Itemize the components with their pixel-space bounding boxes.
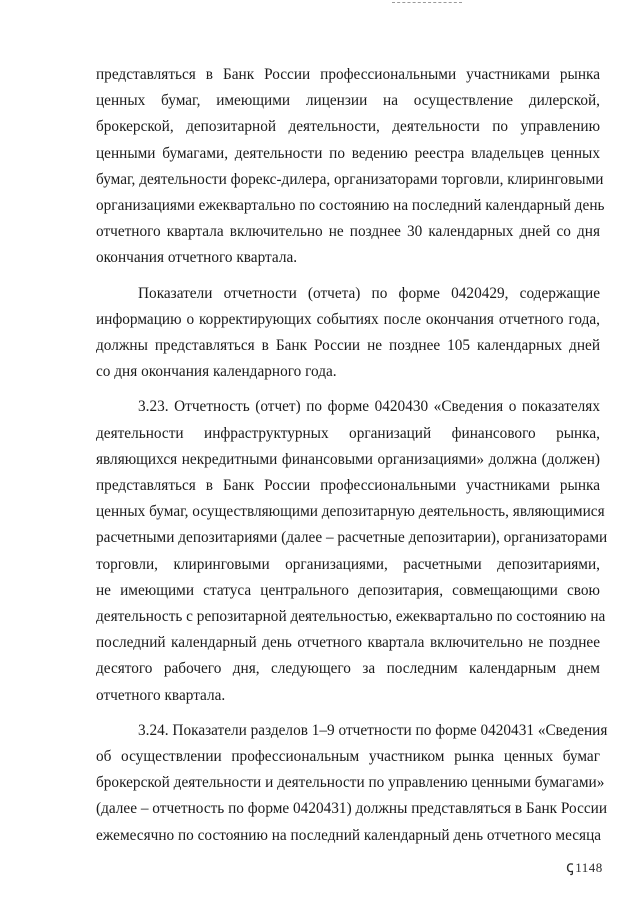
text-line: брокерской, депозитарной деятельности, деятельности по управлению <box>96 118 600 136</box>
text-line: деятельность с репозитарной деятельностью, ежеквартально по состоянию на <box>96 608 606 626</box>
text-line: торговли, клиринговыми организациями, расчетными депозитариями, <box>96 555 600 573</box>
text-line: не имеющими статуса центрального депозитария, совмещающими свою <box>96 581 600 599</box>
text-line: бумаг, деятельности форекс-дилера, организаторами торговли, клиринговыми <box>96 170 604 188</box>
text-line: ценных бумаг, имеющими лицензии на осуществление дилерской, <box>96 92 600 110</box>
text-line: ценными бумагами, деятельности по ведению реестра владельцев ценных <box>96 144 600 162</box>
text-line: 3.24. Показатели разделов 1–9 отчетности по форме 0420431 «Сведения <box>138 721 608 739</box>
paragraph-2 <box>96 281 600 386</box>
paragraph-3-24 <box>96 718 608 849</box>
document-page <box>96 62 608 849</box>
text-line: должны представляться в Банк России не позднее 105 календарных дней <box>96 337 600 355</box>
text-line: (далее – отчетность по форме 0420431) должны представляться в Банк России <box>96 800 608 818</box>
text-line: расчетными депозитариями (далее – расчетные депозитарии), организаторами <box>96 529 608 547</box>
text-line: Показатели отчетности (отчета) по форме 0420429, содержащие <box>138 284 600 302</box>
text-line: десятого рабочего дня, следующего за последним календарным днем <box>96 660 600 678</box>
text-line: представляться в Банк России профессиональными участниками рынка <box>96 66 600 83</box>
paragraph-1 <box>96 62 605 272</box>
text-line: об осуществлении профессиональным участником рынка ценных бумаг <box>96 748 600 766</box>
text-line: представляться в Банк России профессиональными участниками рынка <box>96 477 600 495</box>
text-line: последний календарный день отчетного квартала включительно не позднее <box>96 634 600 652</box>
top-scan-rule <box>392 2 462 3</box>
text-line: информацию о корректирующих событиях после окончания отчетного года, <box>96 310 600 328</box>
text-line: окончания отчетного квартала. <box>96 249 298 267</box>
text-line: являющихся некредитными финансовыми организациями» должна (должен) <box>96 450 600 468</box>
text-line: брокерской деятельности и деятельности по управлению ценными бумагами» <box>96 774 605 792</box>
text-line: отчетного квартала. <box>96 686 226 704</box>
text-line: деятельности инфраструктурных организаций финансового рынка, <box>96 424 600 442</box>
text-line: организациями ежеквартально по состоянию на последний календарный день <box>96 197 605 215</box>
page-number-value: 1148 <box>575 860 603 875</box>
text-line: ценных бумаг, осуществляющими депозитарную деятельность, являющимися <box>96 503 605 521</box>
text-line: 3.23. Отчетность (отчет) по форме 0420430 «Сведения о показателях <box>138 398 600 416</box>
page-number <box>566 855 603 877</box>
text-line: ежемесячно по состоянию на последний календарный день отчетного месяца <box>96 826 602 844</box>
text-line: отчетного квартала включительно не позднее 30 календарных дней со дня <box>96 223 600 241</box>
paragraph-3-23 <box>96 394 608 708</box>
page-mark: ꞔ <box>566 859 575 876</box>
text-line: со дня окончания календарного года. <box>96 363 337 381</box>
